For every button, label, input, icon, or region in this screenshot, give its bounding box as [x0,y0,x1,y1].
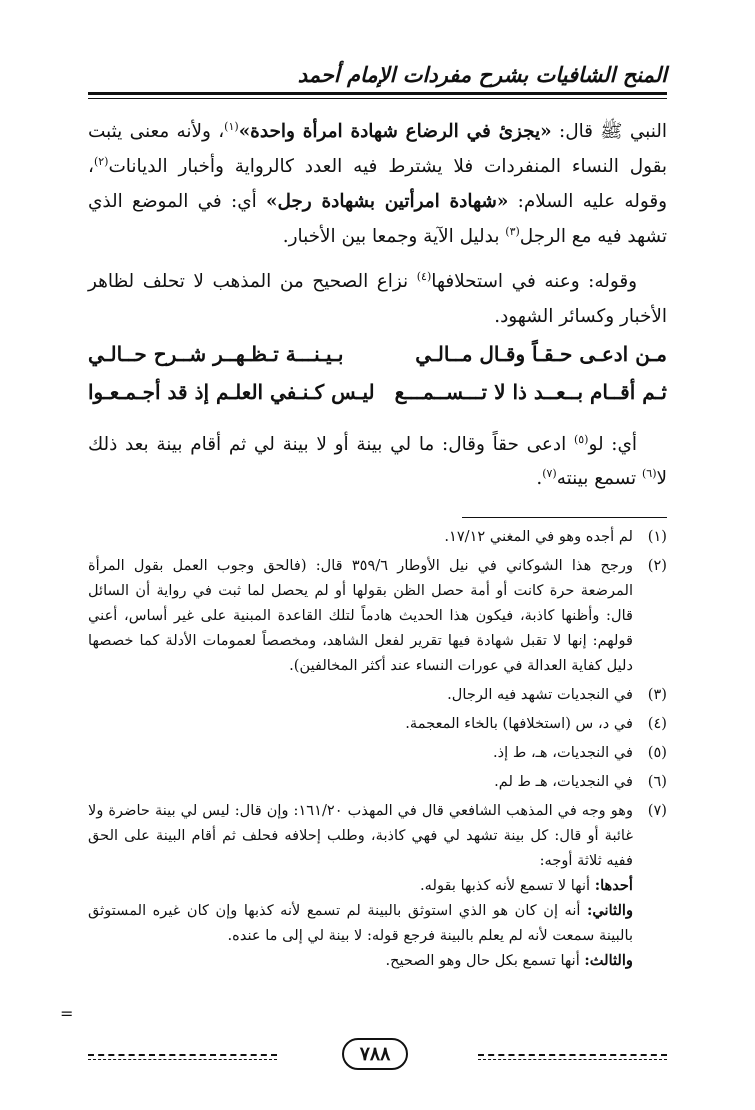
footnote-text: في النجديات، هـ ط لم. [494,773,633,790]
footnote-6 [88,769,667,794]
footnote-3 [88,682,667,707]
footnote-number: (٧) [647,802,667,819]
footnote-separator [462,517,667,518]
footnote-text: ورجح هذا الشوكاني في نيل الأوطار ٣٥٩/٦ قال: (فالحق وجوب العمل بقول المرأة المرضعة حرة كانت أو أمة حصل الظن بقولها أو لم يحصل لما ثبت في رواية أن السائل قال: وأظنها كاذبة، فيكون هذا الحديث هادماً لتلك القاعدة المبنية على غير أساس، أعني قولهم: إنها لا تقبل شهادة فيها تقرير لفعل الشاهد، ومخصصاً لعمومات الأدلة كما خصصها دليل كفاية العدالة في عورات النساء عند أكثر المخالفين). [88,557,633,674]
view-label: والثاني: [586,902,633,919]
p1-text-3: ، وقوله عليه السلام: [88,156,667,212]
p1-text-1: النبي ﷺ قال: [551,121,667,142]
view-text: أنه إن كان هو الذي استوثق بالبينة لم تسمع لأنه كذبها وإن كان غيره المستوثق بالبينة سمعت لأنه لم يعلم بالبينة فرجع قوله: لا بينة لي إلى ما عنده. [88,902,633,944]
view-text: أنها لا تسمع لأنه كذبها بقوله. [420,877,595,894]
footnote-ref-1[interactable]: (١) [224,119,239,133]
hadith-quote-2: «شهادة امرأتين بشهادة رجل» [266,191,509,212]
verse-1-second-hemistich: بـيـنـــة تـظـهــر شــرح حــالـي [88,342,344,366]
p3-text-2: ادعى حقاً وقال: ما لي بينة أو لا بينة لي ثم أقام بينة بعد ذلك لا [88,434,667,489]
paragraph-2 [88,264,667,334]
footer-dash-left [88,1054,277,1056]
footnote-text: لم أجده وهو في المغني ١٧/١٢. [444,528,633,545]
footer-dash-right [478,1054,667,1056]
p1-text-2: ، ولأنه معنى يثبت بقول النساء المنفردات فلا يشترط فيه العدد كالرواية وأخبار الديانات [88,121,667,177]
p2-text-1: وقوله: وعنه في استحلافها [431,271,637,292]
margin-mark: = [60,1004,74,1023]
page-footer [88,1038,667,1068]
footer-dash-left-thin [88,1059,277,1060]
footnote-ref-4[interactable]: (٤) [416,269,432,283]
footnote-ref-2[interactable]: (٢) [93,154,109,168]
footnote-number: (٦) [647,773,667,790]
hadith-quote-1: «يجزئ في الرضاع شهادة امرأة واحدة» [238,121,552,142]
footnote-number: (٣) [647,686,667,703]
verse-1-first-hemistich: مـن ادعـى حـقـاً وقـال مــالـي [415,342,667,366]
footnotes [88,524,667,977]
footnote-7-view-2 [88,898,633,948]
footnote-1 [88,524,667,549]
footnote-2 [88,553,667,678]
footnote-number: (٤) [647,715,667,732]
footnote-text [88,798,633,973]
view-label: والثالث: [584,952,633,969]
header-rule-thick [88,92,667,95]
header-rule-thin [88,98,667,99]
verse-2-second-hemistich: ليـس كـنـفي العلـم إذ قد أجـمـعـوا [88,380,375,404]
footnote-7-view-1 [88,873,633,898]
footnote-4 [88,711,667,736]
p3-text-3: تسمع بينته [556,468,642,489]
page-number: ٧٨٨ [342,1038,408,1070]
footnote-ref-7[interactable]: (٧) [542,466,557,480]
footnote-text: في النجديات تشهد فيه الرجال. [447,686,633,703]
verse-2-first-hemistich: ثـم أقــام بــعــد ذا لا تـــســمـــع [394,380,667,404]
main-text [88,114,667,344]
p1-text-5: بدليل الآية وجمعا بين الأخبار. [282,226,506,247]
footer-dash-right-thin [478,1059,667,1060]
footnote-7 [88,798,667,973]
footnote-number: (٥) [647,744,667,761]
paragraph-1 [88,114,667,254]
footnote-ref-3[interactable]: (٣) [505,224,520,238]
p3-text-4: . [536,468,543,489]
footnote-number: (١) [647,528,667,545]
view-label: أحدها: [594,877,633,894]
p3-text-1: أي: لو [588,434,637,455]
footnote-text: في النجديات، هـ، ط إذ. [492,744,633,761]
footnote-number: (٢) [647,557,667,574]
running-title: المنح الشافيات بشرح مفردات الإمام أحمد [297,62,667,87]
footnote-text: في د، س (استخلافها) بالخاء المعجمة. [405,715,633,732]
footnote-7-view-3 [88,948,633,973]
paragraph-3 [88,428,667,496]
p1-text-4: أي: في الموضع الذي تشهد فيه مع الرجل [88,191,667,247]
footnote-ref-6[interactable]: (٦) [641,466,657,480]
verse-line-1 [88,342,667,366]
footnote-5 [88,740,667,765]
p2-text-2: نزاع الصحيح من المذهب لا تحلف لظاهر الأخبار وكسائر الشهود. [88,271,667,327]
verse-line-2 [88,380,667,404]
footnote-7-intro: وهو وجه في المذهب الشافعي قال في المهذب ١٦١/٢٠: وإن قال: ليس لي بينة حاضرة ولا غائبة أو قال: كل بينة تشهد لي فهي كاذبة، وطلب إحلافه فحلف ثم أقام البينة على الحق ففيه ثلاثة أوجه: [88,802,633,869]
footnote-ref-5[interactable]: (٥) [573,432,589,446]
view-text: أنها تسمع بكل حال وهو الصحيح. [385,952,585,969]
